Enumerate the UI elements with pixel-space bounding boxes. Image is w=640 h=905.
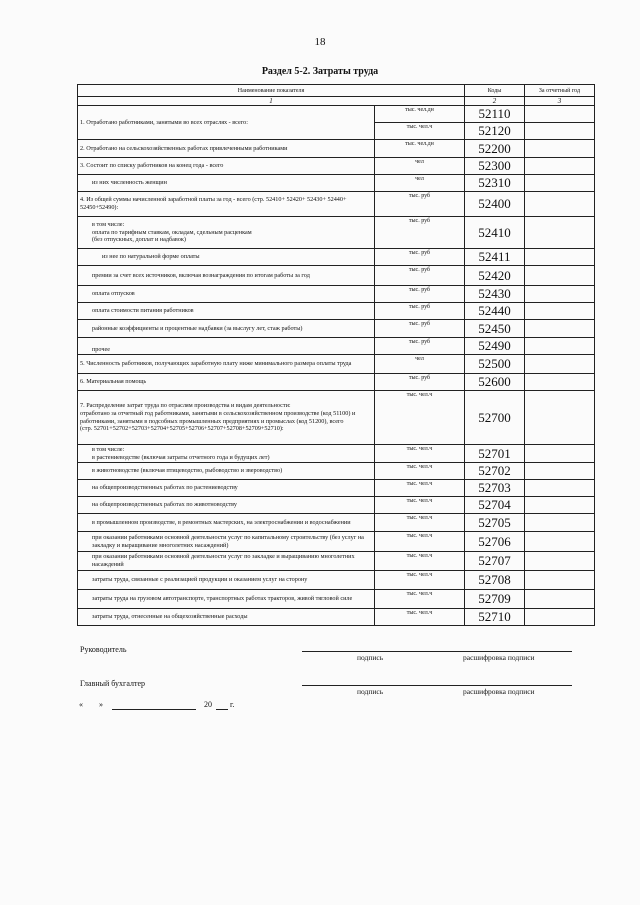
row-unit: тыс. руб: [375, 303, 465, 320]
row-code: 52702: [465, 463, 525, 480]
table-row: [78, 266, 595, 286]
row-name: 5. Численность работников, получающих заработную плату ниже минимального размера оплаты труда: [78, 355, 375, 374]
row-name: 7. Распределение затрат труда по отраслям производства и видам деятельности: отработано за отчетный год работниками, занятыми в сельскохозяйственном производстве (код 51100) и работниками, занятыми в подсобных промышленных предприятиях и промыслах (код 51200), всего (стр. 52701+52702+52703+52704+52705+52706+52707+52708+52709+52710):: [78, 391, 375, 445]
table-row: [78, 552, 595, 571]
value-cell[interactable]: [525, 249, 595, 266]
table-row: [78, 609, 595, 626]
row-code: 52110: [465, 106, 525, 123]
row-name: 4. Из общей суммы начисленной заработной платы за год - всего (стр. 52410+ 52420+ 52430+ 52440+ 52450+52490):: [78, 192, 375, 217]
row-name: 2. Отработано на сельскохозяйственных работах привлеченными работниками: [78, 140, 375, 158]
table-row: [78, 497, 595, 514]
row-unit: тыс. чел.ч: [375, 609, 465, 626]
section-title: Раздел 5-2. Затраты труда: [261, 66, 379, 77]
accountant-decode-caption: расшифровка подписи: [463, 687, 535, 696]
row-code: 52709: [465, 590, 525, 609]
index-row: [78, 97, 595, 106]
table-row: [78, 338, 595, 355]
row-name: при оказании работниками основной деятельности услуг по капитальному строительству (без услуг на закладку и выращивание многолетних насаждений): [78, 532, 375, 552]
labor-costs-table: [77, 84, 595, 626]
row-code: 52706: [465, 532, 525, 552]
table-row: [78, 480, 595, 497]
value-cell[interactable]: [525, 106, 595, 123]
value-cell[interactable]: [525, 391, 595, 445]
row-unit: тыс. чел.ч: [375, 514, 465, 532]
date-quote-open: «: [79, 700, 83, 709]
row-unit: тыс. чел.ч: [375, 571, 465, 590]
row-unit: тыс. чел.ч: [375, 497, 465, 514]
table-row: [78, 571, 595, 590]
table-row: [78, 374, 595, 391]
table-row: [78, 320, 595, 338]
row-unit: тыс. руб: [375, 374, 465, 391]
table-row: [78, 463, 595, 480]
date-year-prefix: 20: [204, 700, 212, 709]
header-codes: Коды: [465, 85, 525, 97]
index-1: 1: [78, 97, 465, 106]
row-unit: тыс. руб: [375, 338, 465, 355]
accountant-signature-line[interactable]: [302, 685, 572, 686]
row-code: 52600: [465, 374, 525, 391]
row-unit: тыс. руб: [375, 249, 465, 266]
row-code: 52490: [465, 338, 525, 355]
row-code: 52420: [465, 266, 525, 286]
table-row: [78, 532, 595, 552]
row-name: на общепроизводственных работах по животноводству: [78, 497, 375, 514]
value-cell[interactable]: [525, 609, 595, 626]
row-name: прочее: [78, 338, 375, 355]
value-cell[interactable]: [525, 463, 595, 480]
row-name: при оказании работниками основной деятельности услуг по закладке и выращиванию многолетних насаждений: [78, 552, 375, 571]
table-row: [78, 355, 595, 374]
row-name: из них численность женщин: [78, 175, 375, 192]
table-row: [78, 192, 595, 217]
row-name: 3. Состоит по списку работников на конец года - всего: [78, 158, 375, 175]
table-row: [78, 249, 595, 266]
row-name: оплата стоимости питания работников: [78, 303, 375, 320]
value-cell[interactable]: [525, 532, 595, 552]
date-year-line[interactable]: [216, 709, 228, 710]
row-unit: тыс. руб: [375, 192, 465, 217]
row-unit: тыс. чел.ч: [375, 590, 465, 609]
row-name: в том числе: в растениеводстве (включая затраты отчетного года и будущих лет): [78, 445, 375, 463]
row-name: премии за счет всех источников, включая вознаграждения по итогам работы за год: [78, 266, 375, 286]
row-unit: тыс. чел.ч: [375, 445, 465, 463]
row-name: на общепроизводственных работах по растениеводству: [78, 480, 375, 497]
row-unit: тыс. чел.ч: [375, 480, 465, 497]
row-unit: тыс. руб: [375, 217, 465, 249]
row-unit: тыс. чел.ч: [375, 463, 465, 480]
value-cell[interactable]: [525, 266, 595, 286]
row-unit: тыс. руб: [375, 320, 465, 338]
row-unit: чел: [375, 175, 465, 192]
head-signature-caption: подпись: [357, 653, 384, 662]
row-code: 52300: [465, 158, 525, 175]
row-code: 52704: [465, 497, 525, 514]
row-code: 52710: [465, 609, 525, 626]
index-3: 3: [525, 97, 595, 106]
value-cell[interactable]: [525, 571, 595, 590]
value-cell[interactable]: [525, 374, 595, 391]
row-code: 52410: [465, 217, 525, 249]
value-cell[interactable]: [525, 552, 595, 571]
row-code: 52450: [465, 320, 525, 338]
row-unit: чел: [375, 355, 465, 374]
row-code: 52120: [465, 123, 525, 140]
row-code: 52400: [465, 192, 525, 217]
table-row: [78, 140, 595, 158]
row-code: 52705: [465, 514, 525, 532]
row-unit: тыс. чел.ч: [375, 552, 465, 571]
row-name: районные коэффициенты и процентные надбавки (за выслугу лет, стаж работы): [78, 320, 375, 338]
date-quote-close: »: [99, 700, 103, 709]
row-unit: тыс. чел.ч: [375, 391, 465, 445]
row-unit: тыс. чел.ч: [375, 123, 465, 140]
row-code: 52310: [465, 175, 525, 192]
table-row: [78, 175, 595, 192]
row-name: в животноводстве (включая птицеводство, рыбоводство и звероводство): [78, 463, 375, 480]
header-name: Наименование показателя: [78, 85, 465, 97]
row-code: 52701: [465, 445, 525, 463]
accountant-label: Главный бухгалтер: [80, 679, 145, 688]
row-unit: чел: [375, 158, 465, 175]
table-row: [78, 303, 595, 320]
date-year-suffix: г.: [230, 700, 235, 709]
row-code: 52707: [465, 552, 525, 571]
row-code: 52708: [465, 571, 525, 590]
row-name: 1. Отработано работниками, занятыми во всех отраслях - всего:: [78, 106, 375, 140]
row-code: 52430: [465, 286, 525, 303]
table-row: [78, 590, 595, 609]
value-cell[interactable]: [525, 140, 595, 158]
table-row: [78, 286, 595, 303]
head-decode-caption: расшифровка подписи: [463, 653, 535, 662]
row-unit: тыс. чел.дн: [375, 106, 465, 123]
value-cell[interactable]: [525, 175, 595, 192]
accountant-signature-caption: подпись: [357, 687, 384, 696]
value-cell[interactable]: [525, 480, 595, 497]
row-unit: тыс. чел.дн: [375, 140, 465, 158]
value-cell[interactable]: [525, 497, 595, 514]
row-code: 52500: [465, 355, 525, 374]
row-unit: тыс. чел.ч: [375, 532, 465, 552]
row-name: в том числе: оплата по тарифным ставкам, окладам, сдельным расценкам (без отпускных, доплат и надбавок): [78, 217, 375, 249]
date-month-line[interactable]: [112, 709, 196, 710]
table-row: [78, 445, 595, 463]
row-name: затраты труда, связанные с реализацией продукции и оказанием услуг на сторону: [78, 571, 375, 590]
header-period: За отчетный год: [525, 85, 595, 97]
row-name: в промышленном производстве, в ремонтных мастерских, на электроснабжении и водоснабжении: [78, 514, 375, 532]
row-code: 52440: [465, 303, 525, 320]
row-name: 6. Материальная помощь: [78, 374, 375, 391]
row-unit: тыс. руб: [375, 266, 465, 286]
value-cell[interactable]: [525, 123, 595, 140]
row-code: 52703: [465, 480, 525, 497]
table-row: [78, 158, 595, 175]
value-cell[interactable]: [525, 338, 595, 355]
value-cell[interactable]: [525, 590, 595, 609]
row-name: оплата отпусков: [78, 286, 375, 303]
value-cell[interactable]: [525, 445, 595, 463]
row-unit: тыс. руб: [375, 286, 465, 303]
value-cell[interactable]: [525, 303, 595, 320]
value-cell[interactable]: [525, 355, 595, 374]
row-code: 52200: [465, 140, 525, 158]
value-cell[interactable]: [525, 158, 595, 175]
row-code: 52411: [465, 249, 525, 266]
row-name: затраты труда, отнесенные на общехозяйственные расходы: [78, 609, 375, 626]
head-signature-line[interactable]: [302, 651, 572, 652]
table-row: [78, 217, 595, 249]
value-cell[interactable]: [525, 514, 595, 532]
row-name: затраты труда на грузовом автотранспорте, транспортных работах тракторов, живой тягловой силе: [78, 590, 375, 609]
index-2: 2: [465, 97, 525, 106]
value-cell[interactable]: [525, 217, 595, 249]
head-label: Руководитель: [80, 645, 127, 654]
header-row: [78, 85, 595, 97]
value-cell[interactable]: [525, 286, 595, 303]
row-name: из нее по натуральной форме оплаты: [78, 249, 375, 266]
value-cell[interactable]: [525, 320, 595, 338]
table-row: [78, 391, 595, 445]
page-number: 18: [314, 36, 326, 48]
table-row: [78, 514, 595, 532]
row-code: 52700: [465, 391, 525, 445]
table-row: [78, 106, 595, 123]
value-cell[interactable]: [525, 192, 595, 217]
